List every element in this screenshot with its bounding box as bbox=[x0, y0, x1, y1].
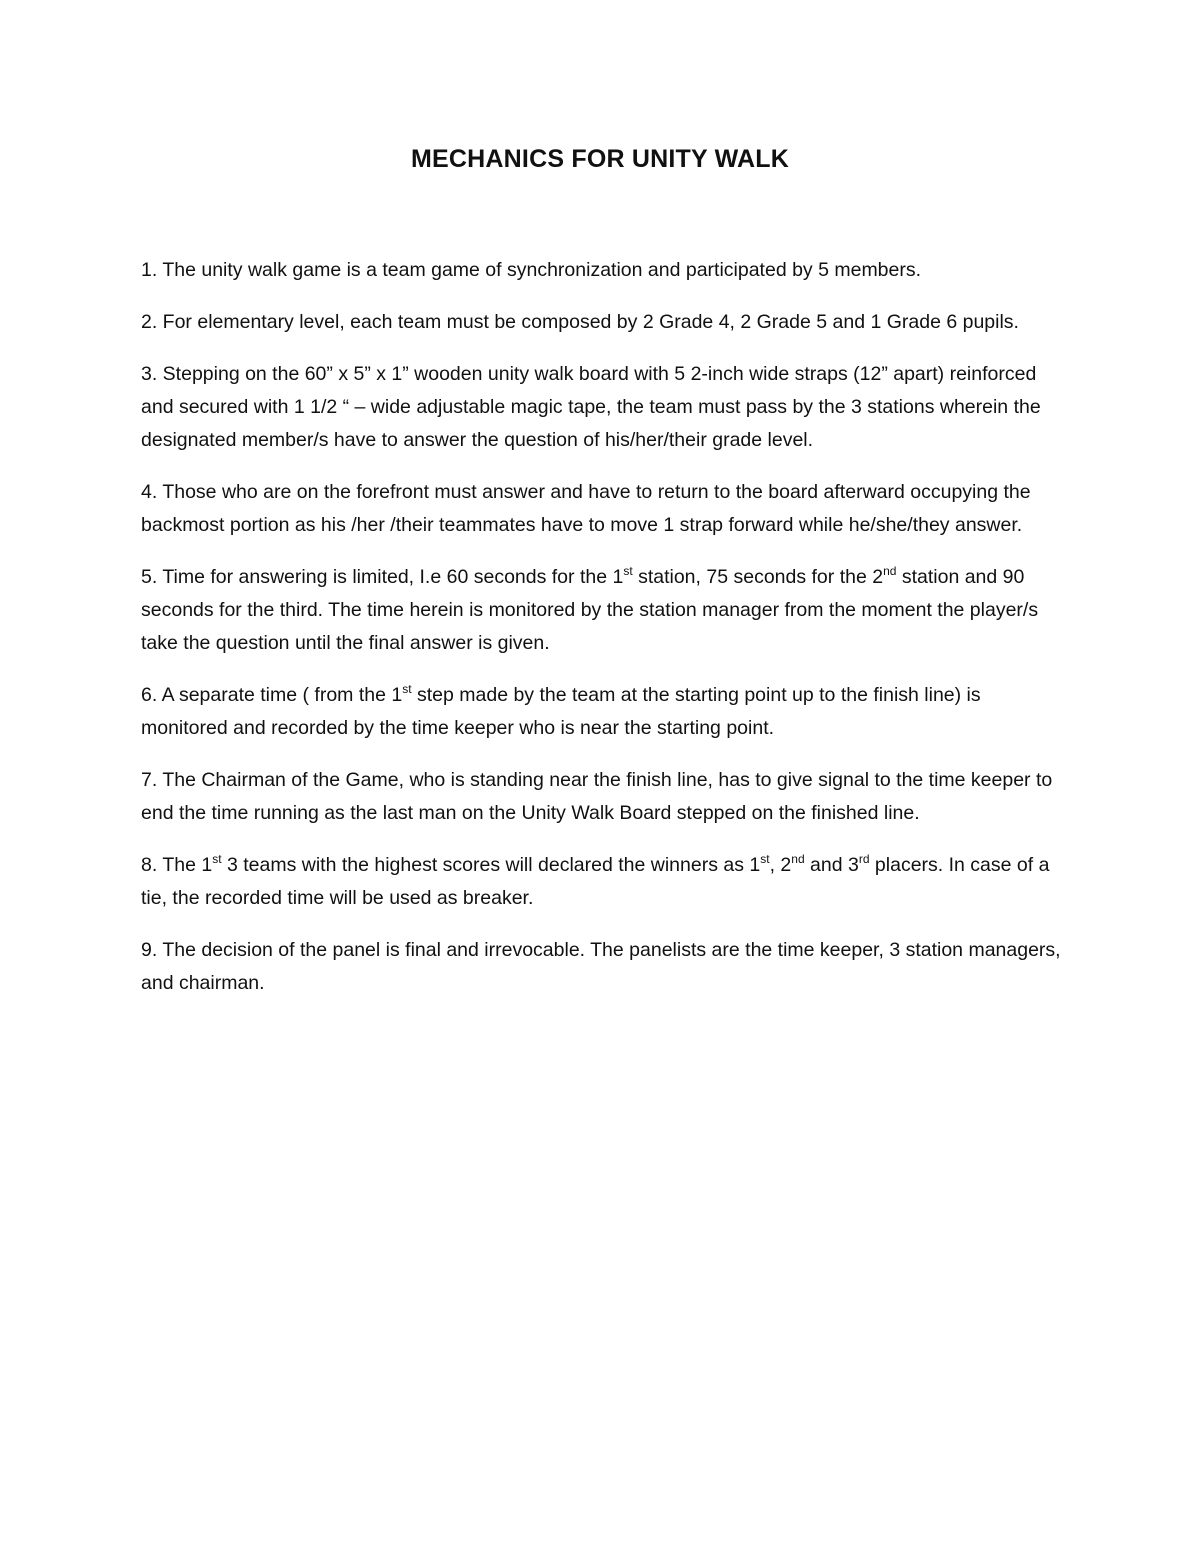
rule-text: and 3 bbox=[804, 854, 859, 876]
rule-text: 9. The decision of the panel is final and irrevocable. The panelists are the time keeper, 3 station managers, and chairman. bbox=[141, 939, 1061, 994]
rule-paragraph bbox=[141, 561, 1061, 660]
ordinal-suffix: rd bbox=[858, 851, 870, 866]
rule-paragraph bbox=[141, 358, 1061, 457]
ordinal-suffix: st bbox=[402, 681, 412, 696]
rule-text: station, 75 seconds for the 2 bbox=[632, 566, 884, 588]
rule-text: 3 teams with the highest scores will declared the winners as 1 bbox=[221, 854, 761, 876]
rule-text: , 2 bbox=[769, 854, 792, 876]
document-title: MECHANICS FOR UNITY WALK bbox=[411, 145, 789, 173]
rule-text: 2. For elementary level, each team must be composed by 2 Grade 4, 2 Grade 5 and 1 Grade 6 pupils. bbox=[141, 311, 1019, 333]
rule-text: step made by the team at the starting point up to the finish line) is monitored and recorded by the time keeper who is near the starting point. bbox=[141, 684, 981, 739]
ordinal-suffix: nd bbox=[791, 851, 805, 866]
ordinal-suffix: st bbox=[212, 851, 222, 866]
rule-text: 6. A separate time ( from the 1 bbox=[141, 684, 403, 706]
rule-text: 7. The Chairman of the Game, who is standing near the finish line, has to give signal to the time keeper to end the time running as the last man on the Unity Walk Board stepped on the finished line. bbox=[141, 769, 1053, 824]
rule-paragraph bbox=[141, 849, 1061, 915]
rule-text: 4. Those who are on the forefront must answer and have to return to the board afterward occupying the backmost portion as his /her /their teammates have to move 1 strap forward while he/she/they answer. bbox=[141, 481, 1031, 536]
rule-paragraph bbox=[141, 254, 1061, 287]
rule-paragraph bbox=[141, 306, 1061, 339]
rule-paragraph bbox=[141, 764, 1061, 830]
rule-paragraph bbox=[141, 934, 1061, 1000]
ordinal-suffix: st bbox=[623, 563, 633, 578]
rule-paragraph bbox=[141, 476, 1061, 542]
ordinal-suffix: nd bbox=[883, 563, 897, 578]
rule-text: 1. The unity walk game is a team game of synchronization and participated by 5 members. bbox=[141, 259, 922, 281]
rule-text: 5. Time for answering is limited, I.e 60 seconds for the 1 bbox=[141, 566, 624, 588]
rules-list bbox=[141, 254, 1061, 1019]
rule-text: station and 90 seconds for the third. The time herein is monitored by the station manager from the moment the player/s take the question until the final answer is given. bbox=[141, 566, 1039, 654]
rule-text: 3. Stepping on the 60” x 5” x 1” wooden unity walk board with 5 2-inch wide straps (12” apart) reinforced and secured with 1 1/2 “ – wide adjustable magic tape, the team must pass by the 3 stations wherein the designated member/s have to answer the question of his/her/their grade level. bbox=[141, 363, 1041, 451]
ordinal-suffix: st bbox=[760, 851, 770, 866]
rule-text: 8. The 1 bbox=[141, 854, 213, 876]
rule-paragraph bbox=[141, 679, 1061, 745]
rule-text: placers. In case of a tie, the recorded time will be used as breaker. bbox=[141, 854, 1050, 909]
